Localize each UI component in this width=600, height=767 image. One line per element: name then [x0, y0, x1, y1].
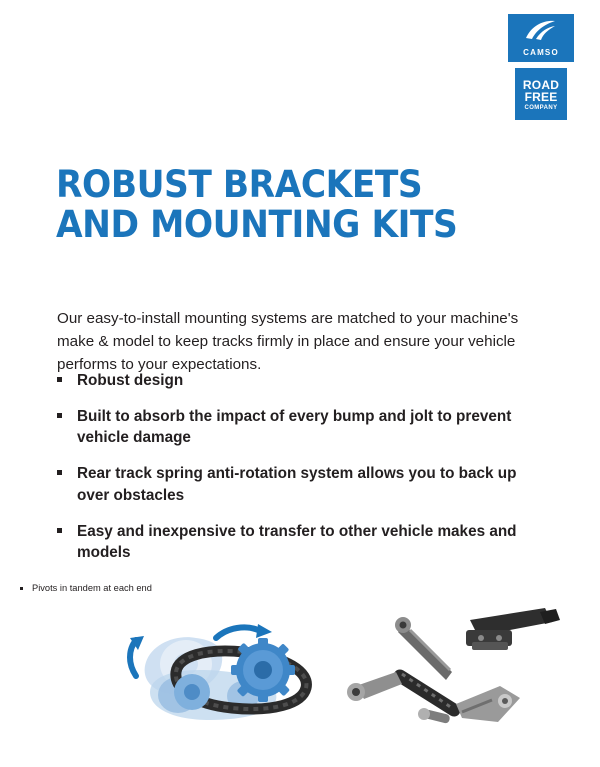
page-title [56, 162, 493, 246]
camso-wordmark: CAMSO [523, 48, 559, 57]
list-item: Built to absorb the impact of every bump and jolt to prevent vehicle damage [57, 406, 527, 449]
page-title-line2: AND MOUNTING KITS [56, 202, 458, 246]
feature-bullet-list [57, 370, 527, 578]
pivot-arrow-head-icon [256, 624, 272, 638]
road-free-line1: ROAD [522, 78, 560, 92]
sprocket-icon [231, 638, 295, 702]
illustration-svg [0, 600, 600, 750]
list-item: Rear track spring anti-rotation system allows you to back up over obstacles [57, 463, 527, 506]
road-free-company-logo [515, 68, 567, 120]
rubber-track-assembly-illustration [130, 624, 306, 720]
list-item: Robust design [57, 370, 527, 392]
page-title-line1: ROBUST BRACKETS [56, 162, 423, 206]
intro-paragraph: Our easy-to-install mounting systems are matched to your machine's make & model to keep tracks firmly in place and ensure your vehicle performs to your expectations. [57, 310, 519, 374]
footnote-text: Pivots in tandem at each end [20, 583, 420, 593]
list-item: Easy and inexpensive to transfer to other vehicle makes and models [57, 521, 527, 564]
illustration-area [0, 600, 600, 750]
camso-swoosh-icon [524, 19, 558, 41]
mounting-bracket-hardware-photo [347, 608, 560, 724]
brand-logo-stack [508, 14, 574, 120]
road-free-line2: FREE [524, 90, 558, 104]
road-free-line3: COMPANY [524, 105, 558, 111]
camso-logo [508, 14, 574, 62]
